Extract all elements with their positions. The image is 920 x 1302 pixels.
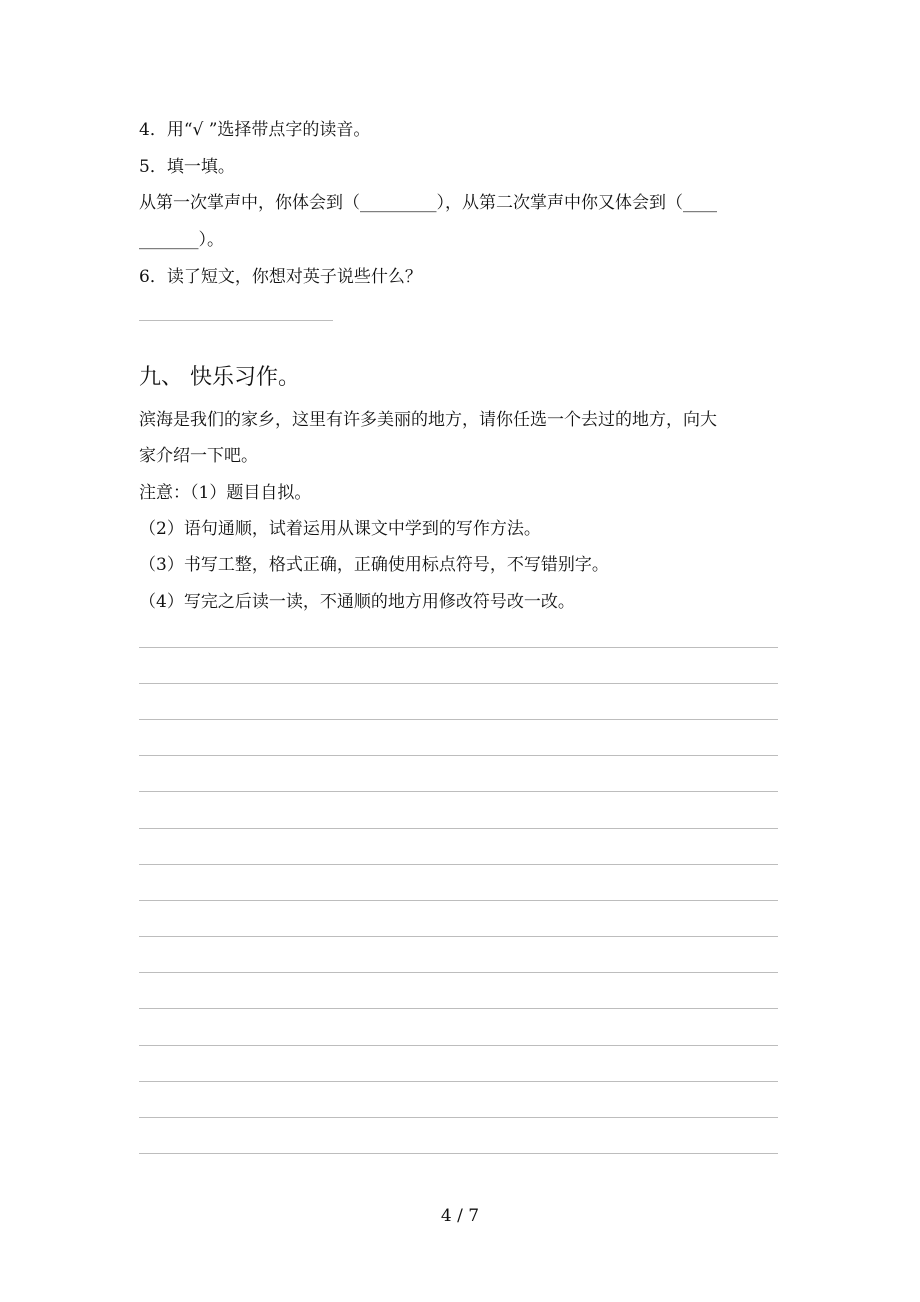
writing-line — [139, 936, 778, 937]
writing-line — [139, 683, 778, 684]
note-3: （3）书写工整，格式正确，正确使用标点符号，不写错别字。 — [139, 555, 609, 575]
page-number: 4 / 7 — [440, 1206, 480, 1226]
writing-prompt-line-2: 家介绍一下吧。 — [139, 446, 258, 466]
writing-line — [139, 1045, 778, 1046]
question-5: 5．填一填。 — [139, 157, 235, 177]
writing-line — [139, 1008, 778, 1009]
writing-line — [139, 900, 778, 901]
writing-line — [139, 972, 778, 973]
writing-line — [139, 791, 778, 792]
question-5-text-line-2: _______）。 — [139, 230, 224, 250]
note-1: 注意：（1）题目自拟。 — [139, 483, 312, 503]
answer-line-q6 — [139, 320, 333, 321]
question-6: 6．读了短文，你想对英子说些什么？ — [139, 267, 422, 287]
writing-line — [139, 864, 778, 865]
note-2: （2）语句通顺，试着运用从课文中学到的写作方法。 — [139, 519, 541, 539]
writing-line — [139, 1153, 778, 1154]
writing-line — [139, 755, 778, 756]
writing-line — [139, 828, 778, 829]
writing-line — [139, 1081, 778, 1082]
section-9-heading: 九、 快乐习作。 — [139, 365, 300, 390]
question-4: 4．用“√ ”选择带点字的读音。 — [139, 120, 371, 140]
question-5-text-line-1: 从第一次掌声中，你体会到（_________），从第二次掌声中你又体会到（____ — [139, 193, 717, 213]
note-4: （4）写完之后读一读，不通顺的地方用修改符号改一改。 — [139, 592, 575, 612]
writing-line — [139, 647, 778, 648]
writing-line — [139, 719, 778, 720]
writing-prompt-line-1: 滨海是我们的家乡，这里有许多美丽的地方，请你任选一个去过的地方，向大 — [139, 410, 717, 430]
writing-line — [139, 1117, 778, 1118]
